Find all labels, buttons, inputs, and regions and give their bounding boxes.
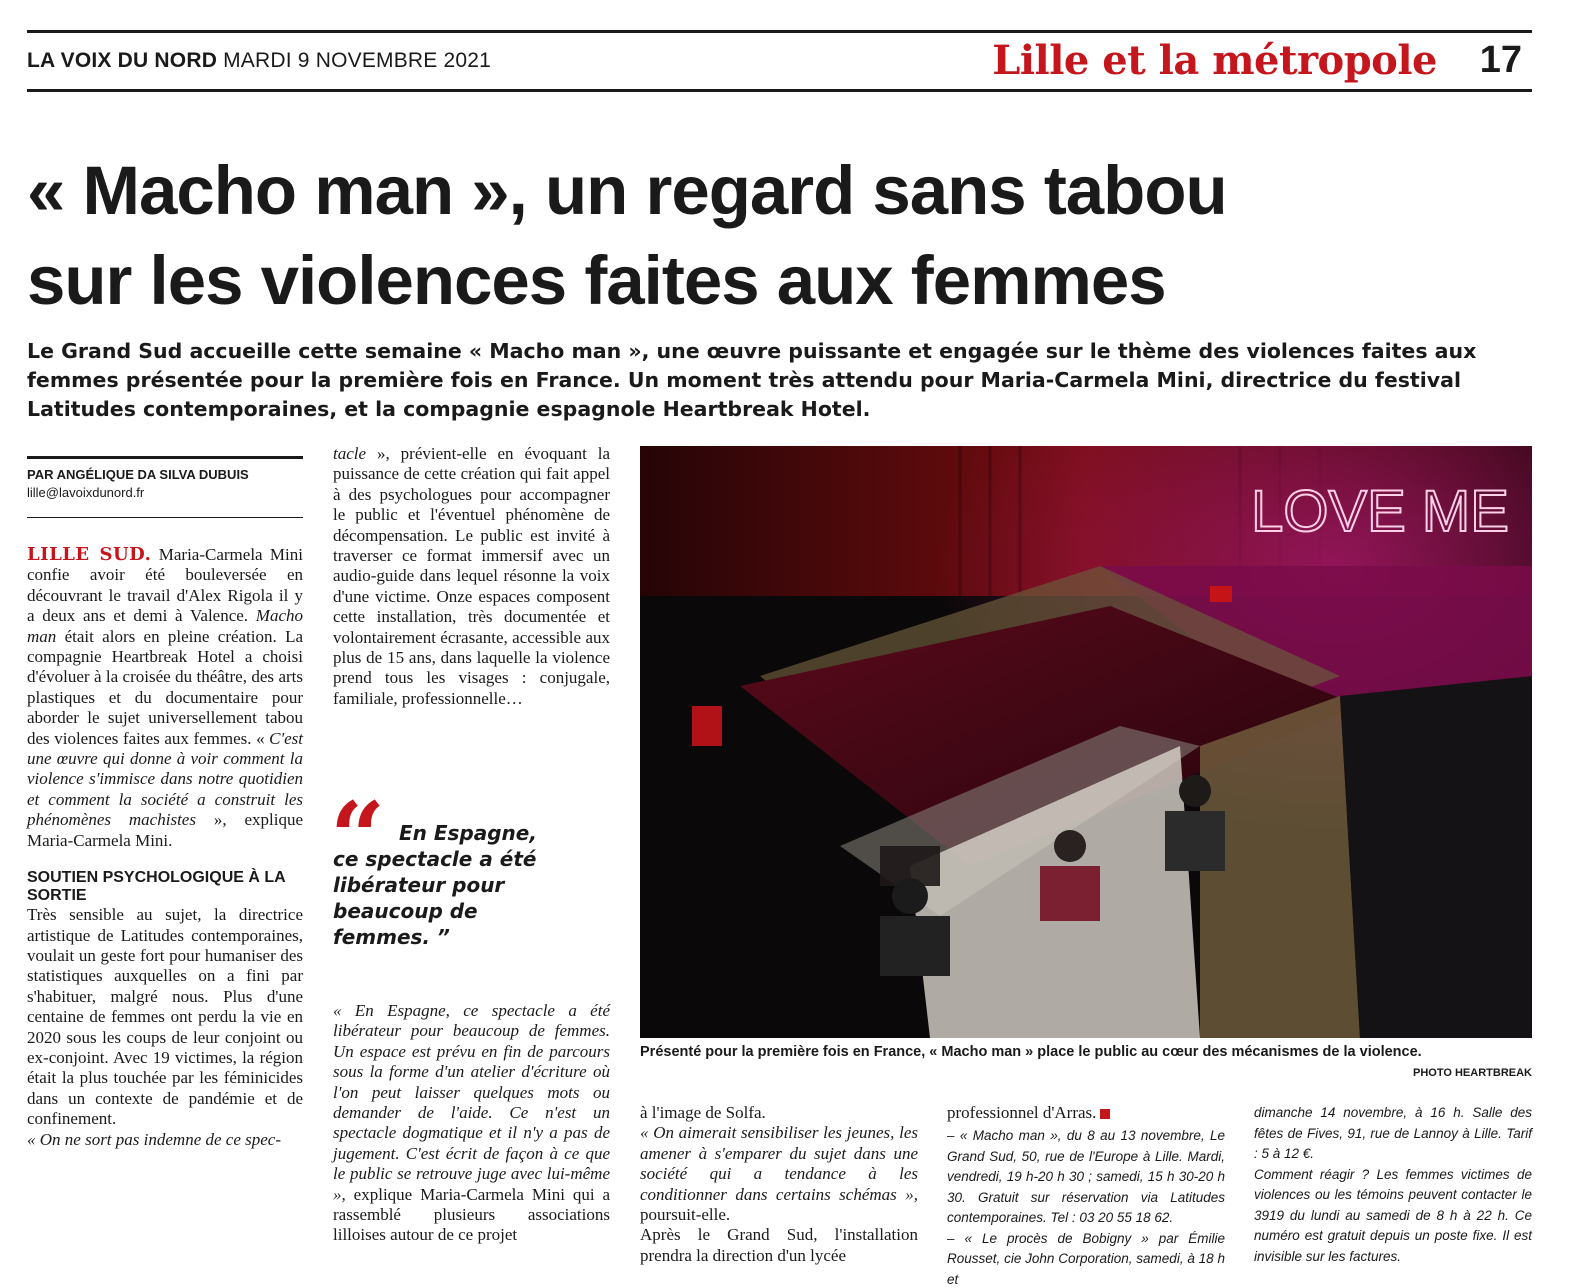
paragraph-quote: « En Espagne, ce spectacle a été libérateur pour beaucoup de femmes. Un espace est prévu en fin de parcours sous la forme d'un atelier d'écriture où l'on peut laisser quelques mots ou demander de l'aide. Ce n'est un spectacle dogmatique et il n'y a pas de jugement. C'est écrit de façon à ce que le public se retrouve juge avec lui-même », explique Maria-Carmela Mini qui a rassemblé plusieurs associations lilloises autour de ce projet xyxy=(333,1001,611,1245)
paragraph-intro: LILLE SUD. Maria-Carmela Mini confie avoir été bouleversée en découvrant le travail d'Alex Rigola il y a deux ans et demi à Valence. Macho man était alors en pleine création. La compagnie Heartbreak Hotel a choisi d'évoluer à la croisée du théâtre, des arts plastiques et du documentaire pour aborder le sujet universellement tabou des violences faites aux femmes. « C'est une œuvre qui donne à voir comment la violence s'immisce dans notre quotidien et comment la société a construit les phénomènes machistes », explique Maria-Carmela Mini. xyxy=(27,544,304,850)
section-title: Lille et la métropole xyxy=(992,37,1437,84)
subheading: SOUTIEN PSYCHOLOGIQUE À LA SORTIE xyxy=(27,869,286,905)
byline-divider xyxy=(27,517,303,518)
page-header xyxy=(27,30,1532,92)
article-column-3: à l'image de Solfa. « On aimerait sensibiliser les jeunes, les amener à s'emparer du sujet dans une société qui a tendance à les conditionner dans certains schémas », poursuit-elle. Après le Grand Sud, l'installation prendra la direction d'un lycée xyxy=(640,1103,918,1265)
issue-date: MARDI 9 NOVEMBRE 2021 xyxy=(223,49,492,72)
photo-caption: Présenté pour la première fois en France, « Macho man » place le public au cœur des mécanismes de la violence. xyxy=(640,1044,1422,1060)
article-lead: Le Grand Sud accueille cette semaine « Macho man », une œuvre puissante et engagée sur le thème des violences faites aux femmes présentée pour la première fois en France. Un moment très attendu pour Maria-Carmela Mini, directrice du festival Latitudes contemporaines, et la compagnie espagnole Heartbreak Hotel. xyxy=(27,339,1477,421)
headline-line-1: « Macho man », un regard sans tabou xyxy=(27,152,1227,229)
author-name: PAR ANGÉLIQUE DA SILVA DUBUIS xyxy=(27,467,249,482)
article-column-2-bottom xyxy=(333,1001,610,1246)
paragraph-quote-start: « On ne sort pas indemne de ce spec- xyxy=(27,1129,281,1149)
quote-open-icon: “ xyxy=(330,781,386,894)
event-info: – « Macho man », du 8 au 13 novembre, Le Grand Sud, 50, rue de l'Europe à Lille. Mardi, vendredi, 19 h-20 h 30 ; samedi, 15 h 30-20 h 30. Gratuit sur réservation via Latitudes contemporaines. Tel : 03 20 55 18 62. – « Le procès de Bobigny » par Émilie Rousset, cie John Corporation, samedi, à 18 h et xyxy=(947,1128,1225,1287)
article-column-4 xyxy=(947,1103,1225,1123)
installation-illustration xyxy=(640,446,1532,1038)
location-tag: LILLE SUD. xyxy=(27,544,152,565)
paper-name: LA VOIX DU NORD xyxy=(27,49,218,72)
end-mark-icon xyxy=(1100,1109,1110,1119)
paragraph-body: tacle », prévient-elle en évoquant la puissance de cette création qui fait appel à des psychologues pour accompagner le public et l'éventuel phénomène de décompensation. Le public est invité à traverser ce format immersif avec un audio-guide dans lequel résonne la voix d'une victime. Onze espaces composent cette installation, très documentée et volontairement écrasante, accessible aux plus de 15 ans, dans laquelle la violence prend tous les visages : conjugale, familiale, professionnelle… xyxy=(333,444,610,708)
paragraph-end: professionnel d'Arras. xyxy=(947,1103,1225,1123)
article-photo xyxy=(640,446,1532,1038)
event-info-continued: dimanche 14 novembre, à 16 h. Salle des fêtes de Fives, 91, rue de Lannoy à Lille. Tarif : 5 à 12 €. Comment réagir ? Les femmes victimes de violences ou les témoins peuvent contacter le 3919 du lundi au samedi de 8 h à 22 h. Ce numéro est gratuit depuis un poste fixe. Il est invisible sur les factures. xyxy=(1254,1105,1532,1264)
article-column-2 xyxy=(333,444,610,709)
paragraph-quote: « On aimerait sensibiliser les jeunes, les amener à s'emparer du sujet dans une société qui a tendance à les conditionner dans certains schémas », poursuit-elle. xyxy=(640,1123,918,1225)
paragraph-body: Très sensible au sujet, la directrice artistique de Latitudes contemporaines, voulait un geste fort pour humaniser des statistiques auxquelles on a fini par s'habituer, malgré nous. Plus d'une centaine de femmes ont perdu la vie en 2020 sous les coups de leur conjoint ou ex-conjoint. Avec 19 victimes, la région était la plus touchée par les féminicides dans un contexte de pandémie et de confinement. xyxy=(27,905,303,1129)
article-column-1 xyxy=(27,545,303,1150)
photo-credit: PHOTO HEARTBREAK xyxy=(1413,1067,1532,1079)
pull-quote: En Espagne, ce spectacle a été libérateur pour beaucoup de femmes. ” xyxy=(333,821,537,949)
masthead xyxy=(27,49,491,73)
neon-sign: LOVE ME xyxy=(1251,479,1509,544)
headline-line-2: sur les violences faites aux femmes xyxy=(27,242,1166,319)
byline xyxy=(27,456,303,500)
author-email: lille@lavoixdunord.fr xyxy=(27,485,145,500)
article-headline xyxy=(27,146,1527,326)
page-number: 17 xyxy=(1479,39,1522,81)
